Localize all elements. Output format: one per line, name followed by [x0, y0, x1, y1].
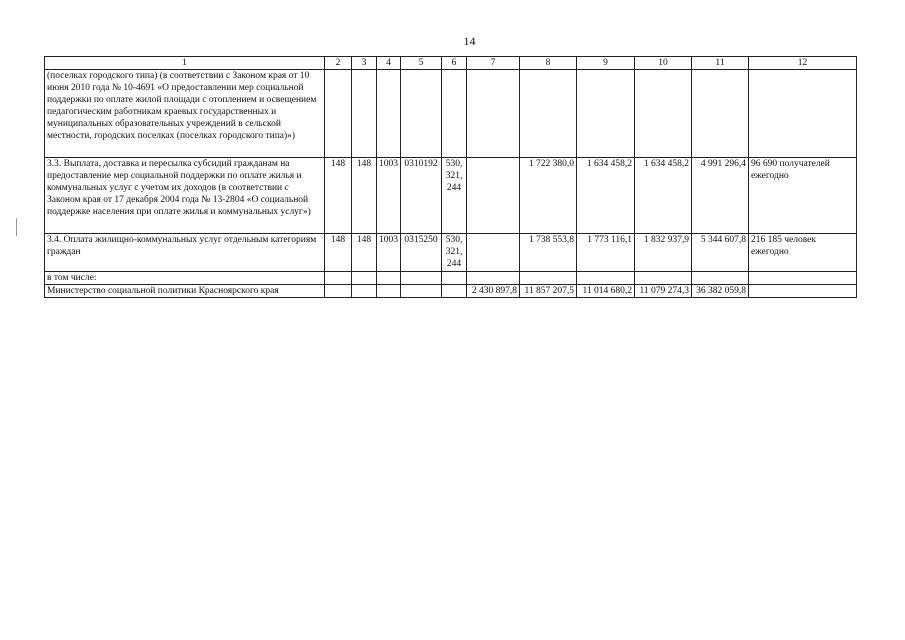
- code-line: 530,: [445, 235, 463, 245]
- empty-cell: [401, 272, 442, 285]
- row-3-4-col12: 216 185 человек ежегодно: [749, 234, 857, 272]
- empty-cell: [442, 70, 467, 158]
- row-3-4-col2: 148: [325, 234, 352, 272]
- header-cell: 5: [401, 57, 442, 70]
- row-3-3-col10: 1 634 458,2: [635, 158, 692, 234]
- empty-cell: [325, 70, 352, 158]
- empty-cell: [467, 70, 520, 158]
- row-including-text: в том числе:: [45, 272, 325, 285]
- header-cell: 11: [692, 57, 749, 70]
- row-ministry-col8: 11 857 207,5: [520, 285, 577, 298]
- row-3-4-col3: 148: [352, 234, 377, 272]
- empty-cell: [467, 272, 520, 285]
- empty-cell: [352, 70, 377, 158]
- page-number: 14: [463, 34, 476, 48]
- row-ministry-col7: 2 430 897,8: [467, 285, 520, 298]
- empty-cell: [401, 285, 442, 298]
- table-row: [45, 285, 857, 298]
- budget-table: [44, 56, 857, 298]
- row-3-3-col11: 4 991 296,4: [692, 158, 749, 234]
- row-3-4-col7: [467, 234, 520, 272]
- empty-cell: [635, 70, 692, 158]
- header-cell: 12: [749, 57, 857, 70]
- row-3-3-col4: 1003: [377, 158, 401, 234]
- row-3-3-col3: 148: [352, 158, 377, 234]
- empty-cell: [325, 285, 352, 298]
- row-ministry-col10: 11 079 274,3: [635, 285, 692, 298]
- row-3-4-col10: 1 832 937,9: [635, 234, 692, 272]
- code-line: 321,: [445, 171, 463, 181]
- row-3-3-col12: 96 690 получателей ежегодно: [749, 158, 857, 234]
- header-cell: 10: [635, 57, 692, 70]
- header-cell: 8: [520, 57, 577, 70]
- table-row: [45, 234, 857, 272]
- empty-cell: [352, 285, 377, 298]
- empty-cell: [442, 285, 467, 298]
- row-3-3-col2: 148: [325, 158, 352, 234]
- row-3-4-col6: [442, 234, 467, 272]
- empty-cell: [377, 70, 401, 158]
- empty-cell: [377, 285, 401, 298]
- row-ministry-name: Министерство социальной политики Красноярского края: [45, 285, 325, 298]
- empty-cell: [635, 272, 692, 285]
- empty-cell: [442, 272, 467, 285]
- header-cell: 6: [442, 57, 467, 70]
- row-3-3-col5: 0310192: [401, 158, 442, 234]
- code-line: 530,: [445, 159, 463, 169]
- row-ministry-col11: 36 382 059,8: [692, 285, 749, 298]
- row-continuation-text: (поселках городского типа) (в соответствии с Законом края от 10 июня 2010 года № 10-4691 «О предоставлении мер социальной поддержки по оплате жилой площади с отоплением и освещением педагогическим работникам краевых государственных и муниципальных образовательных учреждений в сельской местности, городских поселках (поселках городского типа)»): [45, 70, 325, 158]
- row-3-4-col4: 1003: [377, 234, 401, 272]
- row-3-3-col8: 1 722 380,0: [520, 158, 577, 234]
- table-header-row: [45, 57, 857, 70]
- row-3-3-col9: 1 634 458,2: [577, 158, 635, 234]
- row-3-3-col6: [442, 158, 467, 234]
- empty-cell: [520, 70, 577, 158]
- header-cell: 9: [577, 57, 635, 70]
- empty-cell: [377, 272, 401, 285]
- empty-cell: [325, 272, 352, 285]
- empty-cell: [692, 70, 749, 158]
- row-3-4-col9: 1 773 116,1: [577, 234, 635, 272]
- row-ministry-col9: 11 014 680,2: [577, 285, 635, 298]
- header-cell: 3: [352, 57, 377, 70]
- row-3-4-name: 3.4. Оплата жилищно-коммунальных услуг отдельным категориям граждан: [45, 234, 325, 272]
- row-3-4-col5: 0315250: [401, 234, 442, 272]
- header-cell: 1: [45, 57, 325, 70]
- header-cell: 2: [325, 57, 352, 70]
- header-cell: 4: [377, 57, 401, 70]
- empty-cell: [577, 70, 635, 158]
- code-line: 244: [446, 183, 462, 193]
- empty-cell: [577, 272, 635, 285]
- row-3-3-col7: [467, 158, 520, 234]
- empty-cell: [520, 272, 577, 285]
- code-line: 244: [446, 259, 462, 269]
- code-line: 321,: [445, 247, 463, 257]
- table-row: [45, 272, 857, 285]
- table-row: [45, 70, 857, 158]
- empty-cell: [692, 272, 749, 285]
- empty-cell: [352, 272, 377, 285]
- row-3-3-name: 3.3. Выплата, доставка и пересылка субсидий гражданам на предоставление мер социальной поддержки по оплате жилья и коммунальных услуг с учетом их доходов (в соответствии с Законом края от 17 декабря 2004 года № 13-2804 «О социальной поддержке населения при оплате жилья и коммунальных услуг»): [45, 158, 325, 234]
- margin-mark: [16, 218, 17, 236]
- row-3-4-col8: 1 738 553,8: [520, 234, 577, 272]
- empty-cell: [749, 285, 857, 298]
- header-cell: 7: [467, 57, 520, 70]
- empty-cell: [749, 272, 857, 285]
- table-row: [45, 158, 857, 234]
- empty-cell: [749, 70, 857, 158]
- row-3-4-col11: 5 344 607,8: [692, 234, 749, 272]
- empty-cell: [401, 70, 442, 158]
